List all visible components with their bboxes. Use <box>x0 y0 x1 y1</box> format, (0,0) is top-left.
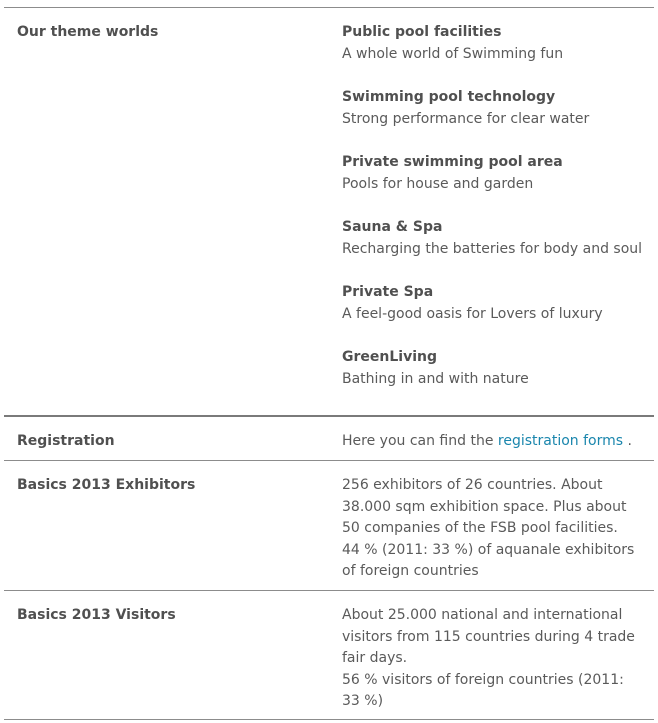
exhibitors-text <box>329 461 654 590</box>
theme-description: Strong performance for clear water <box>342 110 590 127</box>
theme-list <box>329 8 654 415</box>
exhibitors-paragraph: 256 exhibitors of 26 countries. About 38.000 sqm exhibition space. Plus about 50 companies of the FSB pool facilities. <box>342 477 627 536</box>
info-table <box>4 7 654 720</box>
row-label: Registration <box>17 433 115 449</box>
visitors-paragraph: 56 % visitors of foreign countries (2011: 33 %) <box>342 671 624 709</box>
row-label: Our theme worlds <box>17 24 159 40</box>
theme-item <box>342 22 644 65</box>
theme-description: A whole world of Swimming fun <box>342 45 564 62</box>
theme-item <box>342 152 644 195</box>
row-label: Basics 2013 Exhibitors <box>17 477 196 493</box>
theme-title[interactable]: GreenLiving <box>342 349 437 365</box>
table-row-exhibitors <box>4 461 654 591</box>
exhibitors-paragraph: 44 % (2011: 33 %) of aquanale exhibitors of foreign countries <box>342 541 635 579</box>
theme-description: Recharging the batteries for body and soul <box>342 240 643 257</box>
registration-period: . <box>627 433 632 449</box>
theme-title[interactable]: Swimming pool technology <box>342 89 556 105</box>
theme-title[interactable]: Private swimming pool area <box>342 154 563 170</box>
visitors-text <box>329 591 654 719</box>
theme-title[interactable]: Public pool facilities <box>342 24 502 40</box>
registration-intro: Here you can find the <box>342 433 494 449</box>
theme-title[interactable]: Private Spa <box>342 284 434 300</box>
theme-item <box>342 217 644 260</box>
visitors-paragraph: About 25.000 national and international visitors from 115 countries during 4 trade fair days. <box>342 607 635 666</box>
table-row-visitors <box>4 591 654 720</box>
theme-item <box>342 347 644 390</box>
registration-forms-link[interactable]: registration forms <box>497 433 624 449</box>
registration-text <box>329 417 654 460</box>
theme-title[interactable]: Sauna & Spa <box>342 219 443 235</box>
theme-item <box>342 282 644 325</box>
theme-item <box>342 87 644 130</box>
theme-description: Pools for house and garden <box>342 175 534 192</box>
theme-description: Bathing in and with nature <box>342 370 529 387</box>
table-row-theme-worlds <box>4 8 654 417</box>
theme-description: A feel-good oasis for Lovers of luxury <box>342 305 603 322</box>
row-label: Basics 2013 Visitors <box>17 607 176 623</box>
table-row-registration <box>4 417 654 461</box>
